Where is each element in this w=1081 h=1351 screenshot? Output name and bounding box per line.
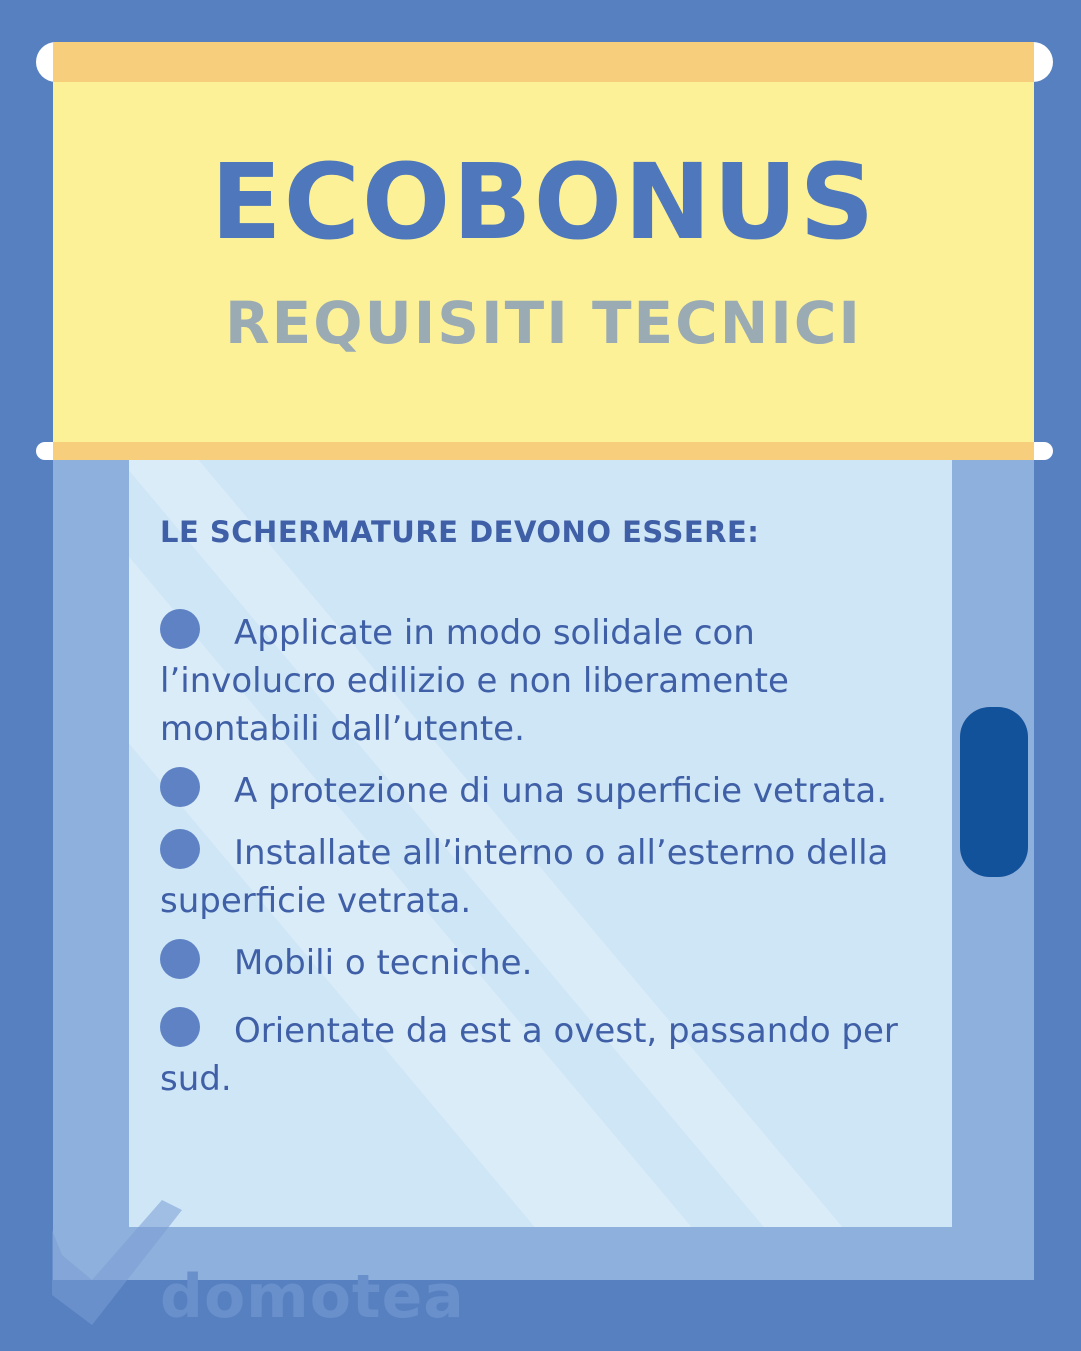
requirements-panel [160, 515, 930, 1117]
bullet-icon [160, 939, 200, 979]
blind-top-band [53, 42, 1034, 82]
requirements-heading: LE SCHERMATURE DEVONO ESSERE: [160, 515, 760, 549]
list-item [160, 1007, 930, 1103]
roller-blind [53, 82, 1034, 442]
list-item-text: Applicate in modo solidale con l’involucro edilizio e non liberamente montabili dall’utente. [160, 613, 789, 749]
brand-logo: domotea [160, 1262, 465, 1332]
bullet-icon [160, 767, 200, 807]
list-item [160, 767, 930, 815]
bullet-icon [160, 829, 200, 869]
bullet-icon [160, 609, 200, 649]
list-item-text: Installate all’interno o all’esterno della superficie vetrata. [160, 833, 889, 921]
window-handle [960, 707, 1028, 877]
list-item-text: A protezione di una superficie vetrata. [234, 771, 888, 811]
page-title: ECOBONUS [210, 141, 877, 263]
requirements-list [160, 609, 930, 1103]
list-item [160, 829, 930, 925]
bullet-icon [160, 1007, 200, 1047]
list-item-text: Orientate da est a ovest, passando per sud. [160, 1011, 898, 1099]
list-item [160, 609, 930, 753]
page-subtitle: REQUISITI TECNICI [225, 289, 862, 357]
blind-bottom-band [53, 442, 1034, 460]
list-item [160, 939, 930, 987]
list-item-text: Mobili o tecniche. [234, 943, 533, 983]
